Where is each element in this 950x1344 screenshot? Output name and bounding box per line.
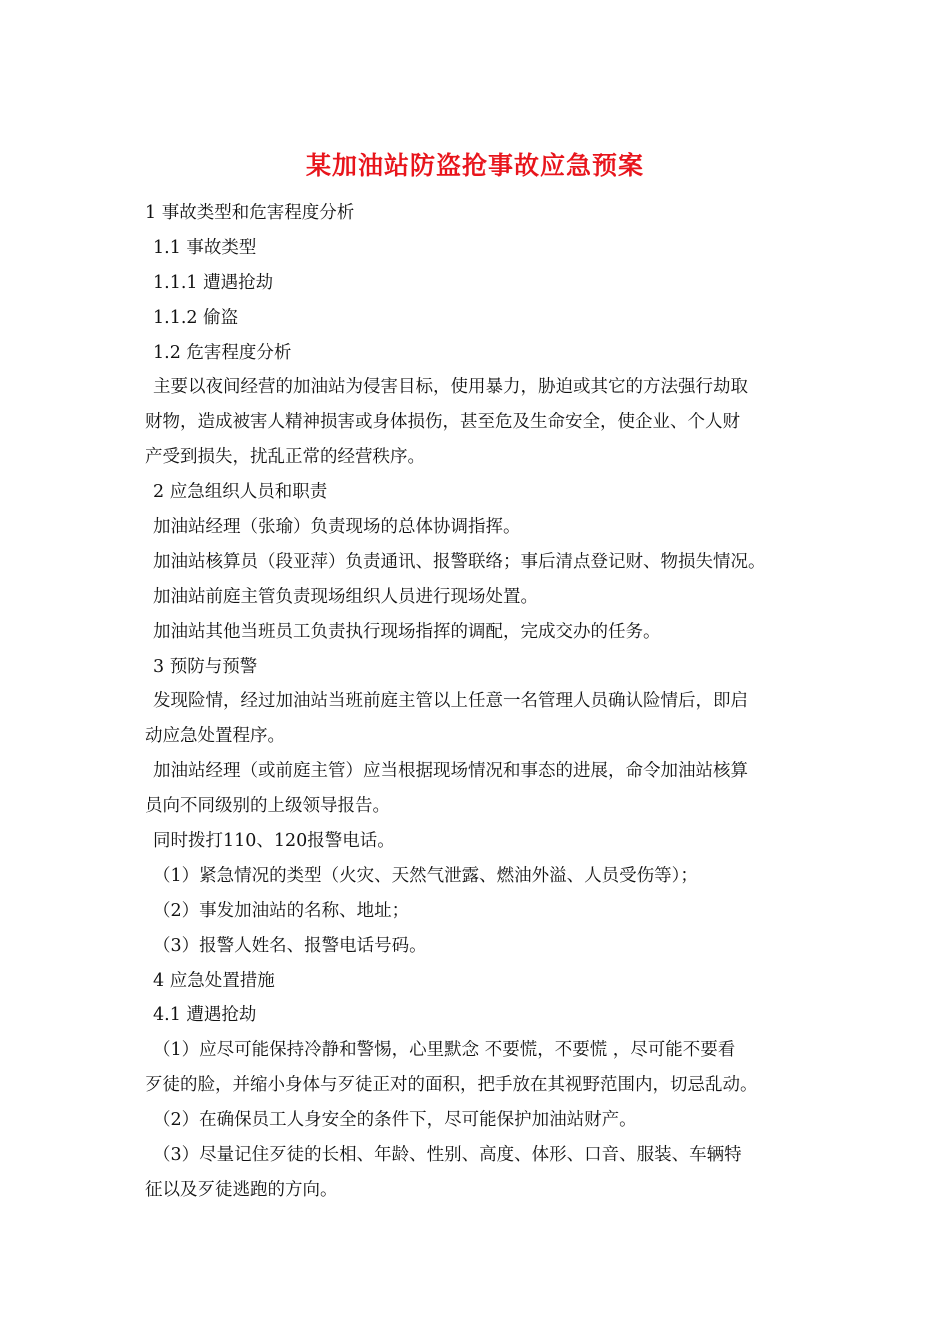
document-line: （2）在确保员工人身安全的条件下，尽可能保护加油站财产。	[153, 1110, 637, 1131]
document-line: （2）事发加油站的名称、地址；	[153, 900, 410, 921]
document-line: 财物，造成被害人精神损害或身体损伤，甚至危及生命安全，使企业、个人财	[145, 412, 740, 433]
document-line: 1.1.1 遭遇抢劫	[153, 272, 274, 293]
document-line: 1.1 事故类型	[153, 237, 257, 258]
document-line: 发现险情，经过加油站当班前庭主管以上任意一名管理人员确认险情后，即启	[153, 691, 748, 712]
document-line: 加油站前庭主管负责现场组织人员进行现场处置。	[153, 586, 538, 607]
document-line: 歹徒的脸，并缩小身体与歹徒正对的面积，把手放在其视野范围内，切忌乱动。	[145, 1075, 758, 1096]
document-line: 加油站其他当班员工负责执行现场指挥的调配，完成交办的任务。	[153, 621, 661, 642]
document-line: （3）报警人姓名、报警电话号码。	[153, 935, 427, 956]
document-line: 加油站经理（或前庭主管）应当根据现场情况和事态的进展，命令加油站核算	[153, 761, 748, 782]
document-line: （1）紧急情况的类型（火灾、天然气泄露、燃油外溢、人员受伤等）；	[153, 865, 698, 886]
document-line: 1.1.2 偷盗	[153, 307, 239, 328]
document-line: 4 应急处置措施	[153, 970, 275, 991]
document-line: （1）应尽可能保持冷静和警惕，心里默念 不要慌，不要慌 ，尽可能不要看	[153, 1040, 736, 1061]
document-line: 征以及歹徒逃跑的方向。	[145, 1179, 338, 1200]
document-line: 主要以夜间经营的加油站为侵害目标，使用暴力，胁迫或其它的方法强行劫取	[153, 377, 748, 398]
document-line: 同时拨打110、120报警电话。	[153, 831, 395, 852]
document-line: 加油站核算员（段亚萍）负责通讯、报警联络；事后清点登记财、物损失情况。	[153, 551, 766, 572]
document-line: 4.1 遭遇抢劫	[153, 1005, 257, 1026]
document-body	[145, 196, 835, 1208]
document-line: 加油站经理（张瑜）负责现场的总体协调指挥。	[153, 517, 521, 538]
document-line: 产受到损失，扰乱正常的经营秩序。	[145, 447, 425, 468]
document-title: 某加油站防盗抢事故应急预案	[305, 151, 644, 180]
document-line: 3 预防与预警	[153, 656, 258, 677]
document-line: 动应急处置程序。	[145, 726, 285, 747]
document-line: 1.2 危害程度分析	[153, 342, 292, 363]
document-line: 2 应急组织人员和职责	[153, 482, 328, 503]
document-line: （3）尽量记住歹徒的长相、年龄、性别、高度、体形、口音、服装、车辆特	[153, 1145, 742, 1166]
document-line: 1 事故类型和危害程度分析	[145, 203, 355, 223]
document-line: 员向不同级别的上级领导报告。	[145, 796, 390, 817]
